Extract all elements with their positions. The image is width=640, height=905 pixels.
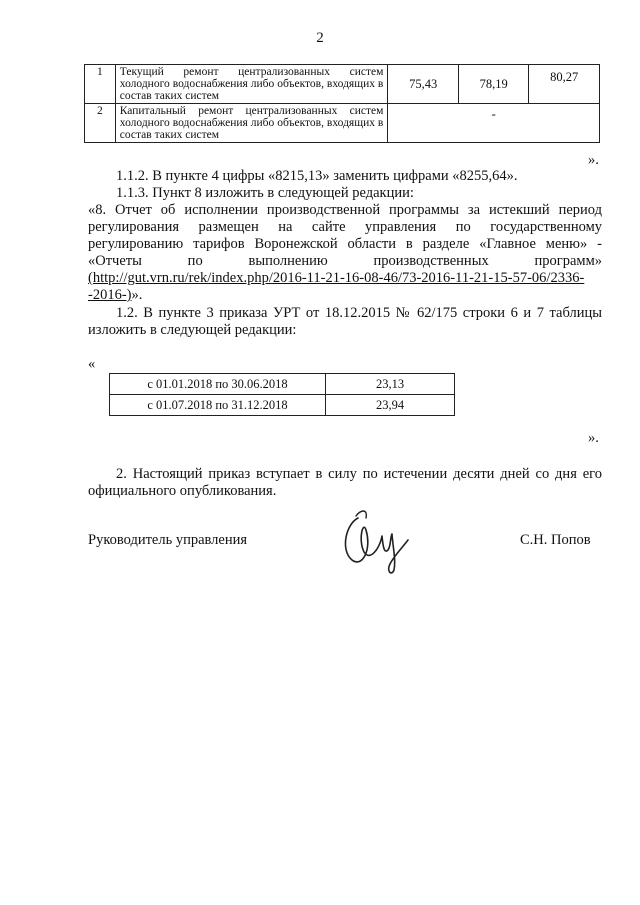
- period-cell: с 01.01.2018 по 30.06.2018: [110, 374, 326, 395]
- row-value: 75,43: [388, 65, 459, 104]
- period-table: [109, 373, 455, 416]
- closing-quote: ».: [588, 430, 599, 446]
- row-description: Текущий ремонт централизованных систем холодного водоснабжения либо объектов, входящих в состав таких систем: [115, 65, 388, 104]
- signature-icon: [336, 500, 416, 580]
- table-row: [110, 374, 455, 395]
- paragraph-2: 2. Настоящий приказ вступает в силу по истечении десяти дней со дня его официального опубликования.: [88, 466, 602, 499]
- paragraph-1-2: 1.2. В пункте 3 приказа УРТ от 18.12.2015 № 62/175 строки 6 и 7 таблицы изложить в следующей редакции:: [88, 305, 602, 338]
- row-value: 80,27: [529, 65, 600, 104]
- quoted-item-8-end: ».: [131, 287, 143, 303]
- reports-link[interactable]: (http://gut.vrn.ru/rek/index.php/2016-11-21-16-08-46/73-2016-11-21-15-57-06/2336--2016-): [88, 270, 585, 303]
- row-number: 2: [85, 104, 116, 143]
- row-description: Капитальный ремонт централизованных систем холодного водоснабжения либо объектов, входящих в состав таких систем: [115, 104, 388, 143]
- row-value: 78,19: [458, 65, 529, 104]
- opening-quote: «: [88, 356, 96, 372]
- signatory-name: С.Н. Попов: [520, 532, 591, 548]
- tariff-table: [84, 64, 600, 143]
- page-number: 2: [316, 30, 324, 46]
- paragraph-1-1-3: 1.1.3. Пункт 8 изложить в следующей редакции:: [116, 185, 414, 201]
- table-row: [85, 104, 600, 143]
- period-cell: с 01.07.2018 по 31.12.2018: [110, 395, 326, 416]
- closing-quote: ».: [588, 152, 599, 168]
- row-number: 1: [85, 65, 116, 104]
- signatory-title: Руководитель управления: [88, 532, 248, 548]
- row-dash: -: [388, 104, 600, 143]
- quoted-item-8-text: «8. Отчет об исполнении производственной программы за истекший период регулирования размещен на сайте управления по государственному регулированию тарифов Воронежской области в разделе «Главное меню» - «Отчеты по выполнению производственных программ»: [88, 202, 602, 269]
- quoted-item-8: [88, 202, 602, 304]
- table-row: [110, 395, 455, 416]
- table-row: [85, 65, 600, 104]
- paragraph-1-1-2: 1.1.2. В пункте 4 цифры «8215,13» заменить цифрами «8255,64».: [116, 168, 518, 184]
- value-cell: 23,13: [326, 374, 455, 395]
- value-cell: 23,94: [326, 395, 455, 416]
